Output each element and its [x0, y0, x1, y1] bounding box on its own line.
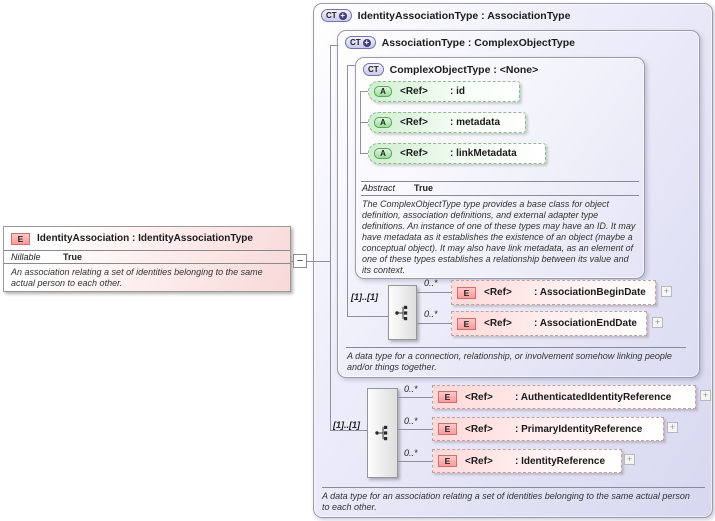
expand-button[interactable]: +: [652, 317, 663, 328]
divider: [361, 195, 639, 196]
occurrence-label: 0..*: [404, 416, 418, 426]
element-documentation: An association relating a set of identities belonging to the same actual person to each other.: [11, 267, 263, 288]
attribute-name: : metadata: [450, 117, 501, 128]
connector-line: [330, 45, 331, 431]
connector-line: [347, 65, 348, 317]
element-ref: <Ref>: [465, 391, 493, 403]
attribute-box-metadata[interactable]: [368, 112, 526, 133]
attribute-ref: <Ref>: [400, 86, 428, 97]
cardinality-label: [1]..[1]: [333, 420, 360, 430]
type-documentation: The ComplexObjectType type provides a base class for object definition, association definitions, and external adapter type definitions. An instance of one of these types may have an ID. It may have metadata as it establishes the existence of an object (maybe a conceptual object). It may also have link metadata, as an element of one of these types establishes a relationship between its value and its context.: [362, 199, 636, 275]
occurrence-label: 0..*: [404, 448, 418, 458]
sequence-icon: [394, 304, 412, 322]
element-box-primary-identity-reference[interactable]: [432, 417, 664, 441]
element-icon: E: [457, 318, 476, 330]
complex-type-icon: CT: [363, 63, 384, 76]
connector-line: [361, 91, 368, 92]
attribute-ref: <Ref>: [400, 117, 428, 128]
attribute-icon: A: [374, 117, 392, 128]
element-name: : PrimaryIdentityReference: [515, 423, 643, 435]
expand-button[interactable]: +: [624, 454, 635, 465]
type-title: AssociationType : ComplexObjectType: [381, 36, 575, 49]
property-value: True: [414, 183, 434, 193]
element-icon: E: [438, 391, 457, 403]
element-name: : AssociationBeginDate: [534, 287, 646, 298]
expand-button[interactable]: +: [667, 422, 678, 433]
expand-button[interactable]: +: [700, 390, 711, 401]
connector-line: [417, 292, 451, 293]
connector-line: [331, 430, 367, 431]
attribute-box-id[interactable]: [368, 81, 520, 102]
type-title: ComplexObjectType : <None>: [389, 63, 539, 76]
connector-line: [398, 429, 432, 430]
complex-type-icon: CT +: [321, 9, 352, 22]
extension-plus-icon: +: [364, 37, 369, 47]
element-icon: E: [457, 287, 476, 299]
property-label: Nillable: [11, 252, 41, 262]
cardinality-label: [1]..[1]: [351, 292, 378, 302]
property-label: Abstract: [362, 183, 396, 193]
element-name: : IdentityReference: [515, 455, 606, 467]
element-box-identity-reference[interactable]: [432, 449, 622, 473]
complex-type-icon: CT +: [345, 36, 376, 49]
attribute-box-link-metadata[interactable]: [368, 143, 546, 164]
sequence-icon: [374, 424, 392, 442]
element-box-identity-association[interactable]: [3, 226, 291, 292]
attribute-ref: <Ref>: [400, 148, 428, 159]
property-row-nillable: [4, 251, 290, 264]
expand-button[interactable]: +: [661, 286, 672, 297]
collapse-button[interactable]: −: [293, 254, 307, 268]
type-documentation: A data type for an association relating a set of identities belonging to the same actual person to each other.: [322, 491, 690, 512]
extension-plus-icon: +: [340, 10, 345, 20]
attribute-icon: A: [374, 148, 392, 159]
element-icon: E: [438, 423, 457, 435]
connector-line: [398, 461, 432, 462]
occurrence-label: 0..*: [424, 278, 438, 288]
attribute-name: : linkMetadata: [450, 148, 517, 159]
type-documentation: A data type for a connection, relationship, or involvement somehow linking people and/or things together.: [347, 351, 672, 372]
property-row-abstract: [362, 183, 433, 193]
element-ref: <Ref>: [465, 455, 493, 467]
element-ref: <Ref>: [484, 318, 512, 329]
divider: [322, 487, 705, 488]
attribute-name: : id: [450, 86, 465, 97]
property-value: True: [63, 252, 83, 262]
connector-line: [398, 397, 432, 398]
connector-line: [331, 45, 337, 46]
divider: [346, 347, 686, 348]
connector-line: [417, 323, 451, 324]
occurrence-label: 0..*: [424, 309, 438, 319]
sequence-compositor[interactable]: [388, 285, 417, 340]
connector-line: [361, 122, 368, 123]
element-header: [4, 227, 290, 251]
element-box-association-end-date[interactable]: [451, 311, 647, 336]
element-icon: E: [11, 233, 30, 245]
type-header[interactable]: [356, 58, 644, 76]
element-ref: <Ref>: [484, 287, 512, 298]
connector-line: [348, 316, 388, 317]
type-header[interactable]: [314, 4, 712, 22]
element-box-authenticated-identity-reference[interactable]: [432, 385, 696, 409]
connector-line: [348, 65, 355, 66]
element-box-association-begin-date[interactable]: [451, 280, 656, 305]
type-title: IdentityAssociationType : AssociationType: [357, 9, 571, 22]
element-title: IdentityAssociation : IdentityAssociationType: [37, 233, 253, 244]
element-name: : AuthenticatedIdentityReference: [515, 391, 672, 403]
divider: [361, 181, 639, 182]
element-icon: E: [438, 455, 457, 467]
element-ref: <Ref>: [465, 423, 493, 435]
attribute-icon: A: [374, 86, 392, 97]
occurrence-label: 0..*: [404, 384, 418, 394]
type-header[interactable]: [338, 31, 699, 49]
connector-line: [361, 153, 368, 154]
element-name: : AssociationEndDate: [534, 318, 637, 329]
sequence-compositor[interactable]: [367, 388, 398, 478]
